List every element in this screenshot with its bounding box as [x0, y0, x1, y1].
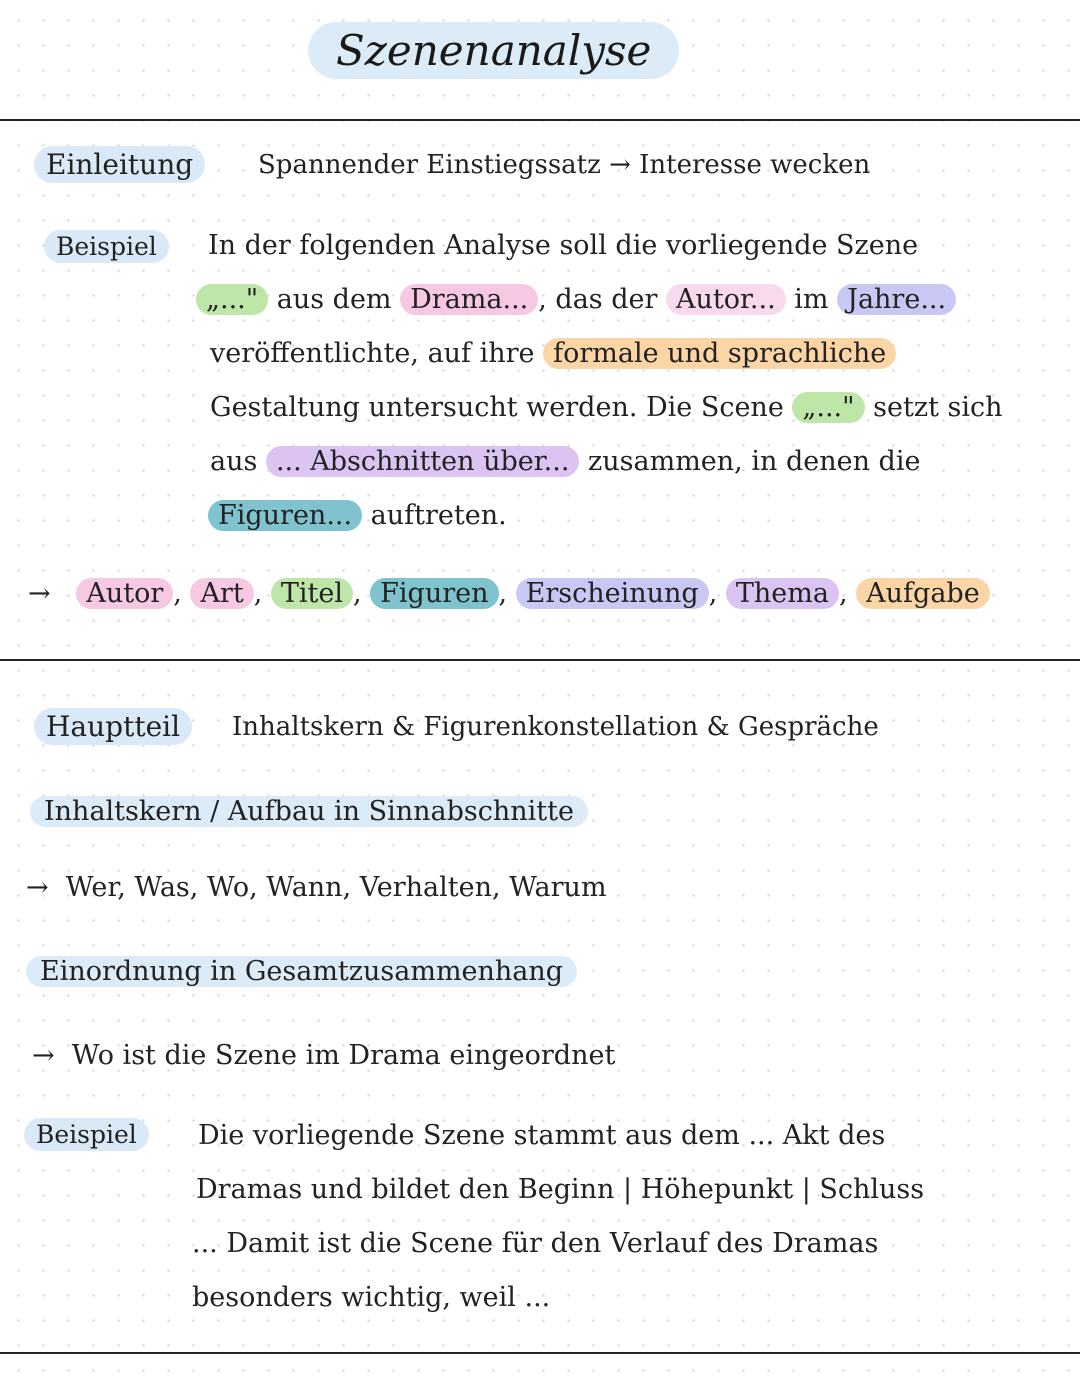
keyword-aufgabe: Aufgabe	[856, 578, 990, 609]
subheading-aufbau: Inhaltskern / Aufbau in Sinnabschnitte	[30, 796, 588, 827]
keyword-figuren: Figuren	[370, 578, 498, 609]
points-einordnung	[32, 1040, 615, 1071]
placeholder-figures: Figuren...	[208, 500, 362, 531]
subheading-einordnung: Einordnung in Gesamtzusammenhang	[26, 956, 577, 987]
placeholder-form: formale und sprachliche	[543, 338, 896, 369]
main-example-label: Beispiel	[24, 1118, 149, 1151]
intro-description: Spannender Einstiegssatz → Interesse wecken	[258, 150, 871, 180]
placeholder-title: „..."	[196, 284, 268, 315]
keyword-erscheinung: Erscheinung	[516, 578, 709, 609]
main-example-line-4: besonders wichtig, weil ...	[192, 1282, 551, 1313]
divider-top	[0, 119, 1080, 121]
points-einordnung-text: Wo ist die Szene im Drama eingeordnet	[71, 1040, 616, 1071]
divider-middle	[0, 659, 1080, 661]
keyword-art: Art	[190, 578, 253, 609]
arrow-icon: →	[28, 578, 51, 609]
keyword-summary: → Autor , Art , Titel , Figuren , Erscheinung , Thema , Aufgabe	[28, 578, 990, 609]
intro-example-label: Beispiel	[44, 230, 169, 263]
intro-text: Gestaltung untersucht werden. Die Scene	[210, 392, 784, 423]
intro-text: auftreten.	[370, 500, 507, 531]
section-label-einleitung: Einleitung	[34, 146, 205, 183]
main-example-line-2: Dramas und bildet den Beginn | Höhepunkt | Schluss	[196, 1174, 925, 1205]
divider-bottom	[0, 1352, 1080, 1354]
placeholder-year: Jahre...	[837, 284, 956, 315]
intro-line-3	[210, 338, 896, 369]
keyword-thema: Thema	[726, 578, 839, 609]
intro-line-6	[208, 500, 507, 531]
section-label-hauptteil: Hauptteil	[34, 708, 192, 745]
placeholder-author: Autor...	[666, 284, 786, 315]
intro-text: aus dem	[276, 284, 392, 315]
intro-text: veröffentlichte, auf ihre	[210, 338, 535, 369]
intro-line-2	[196, 284, 956, 315]
placeholder-drama: Drama...	[400, 284, 538, 315]
points-aufbau-text: Wer, Was, Wo, Wann, Verhalten, Warum	[65, 872, 607, 903]
placeholder-scene: „..."	[792, 392, 864, 423]
keyword-titel: Titel	[271, 578, 353, 609]
intro-text: , das der	[538, 284, 658, 315]
placeholder-sections: ... Abschnitten über...	[266, 446, 580, 477]
arrow-icon: →	[26, 872, 49, 903]
main-description: Inhaltskern & Figurenkonstellation & Gespräche	[232, 712, 879, 742]
main-example-line-3: ... Damit ist die Scene für den Verlauf des Dramas	[192, 1228, 879, 1259]
points-aufbau	[26, 872, 607, 903]
intro-text: zusammen, in denen die	[588, 446, 921, 477]
intro-line-1-text: In der folgenden Analyse soll die vorliegende Szene	[208, 230, 919, 261]
main-example-line-1: Die vorliegende Szene stammt aus dem ... Akt des	[198, 1120, 886, 1151]
page-title: Szenenanalyse	[308, 22, 679, 79]
keyword-autor: Autor	[76, 578, 173, 609]
arrow-icon: →	[32, 1040, 55, 1071]
intro-text: setzt sich	[873, 392, 1003, 423]
intro-text: im	[794, 284, 829, 315]
intro-line-4	[210, 392, 1003, 423]
intro-line-1	[208, 230, 918, 261]
intro-text: aus	[210, 446, 258, 477]
intro-line-5	[210, 446, 920, 477]
